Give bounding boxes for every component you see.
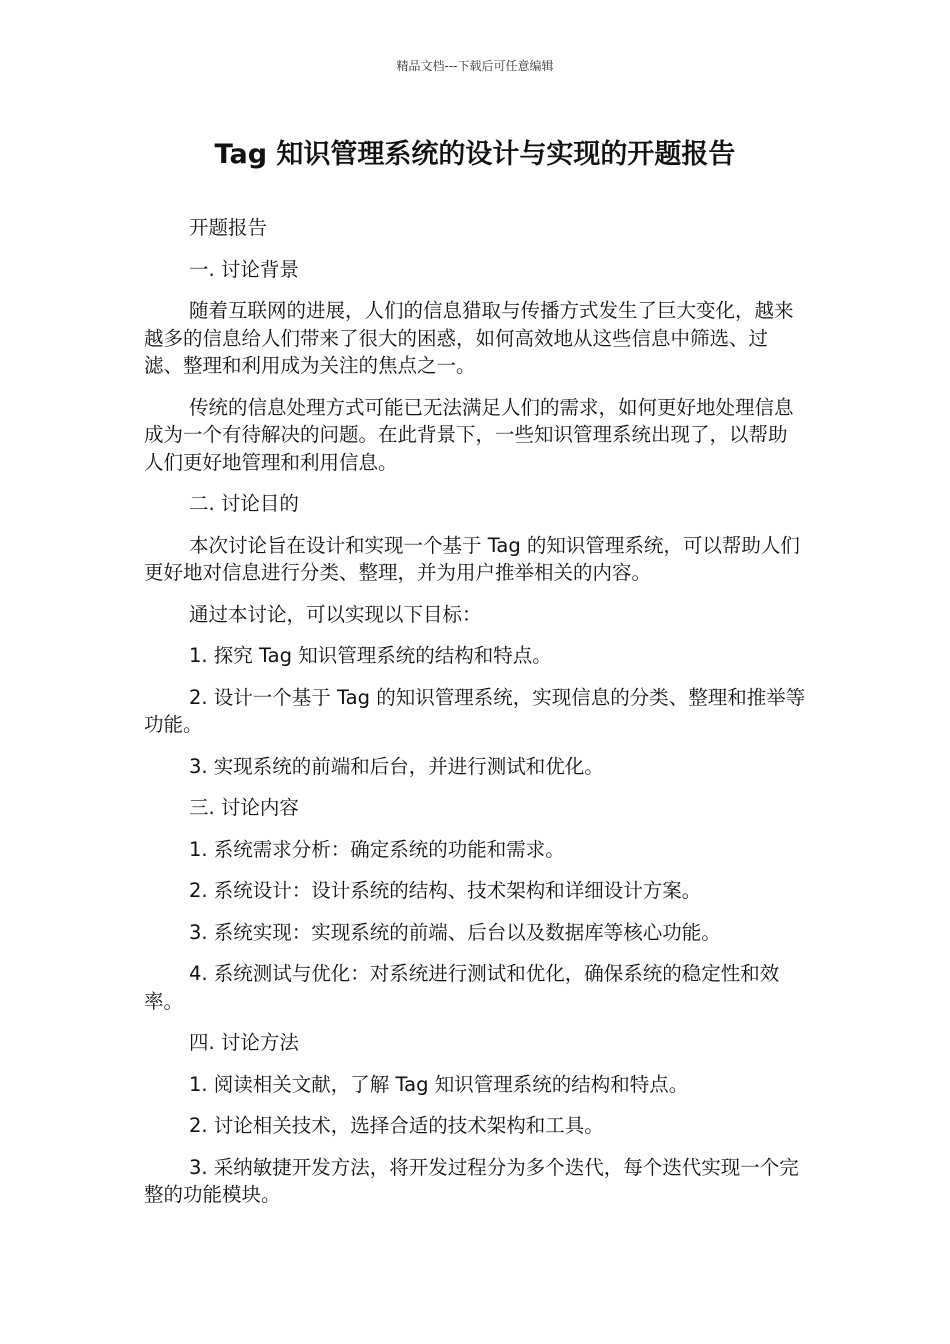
- list-item: 3. 实现系统的前端和后台，并进行测试和优化。: [189, 754, 604, 778]
- list-item: 1. 系统需求分析：确定系统的功能和需求。: [189, 837, 565, 861]
- section-heading-content: 三. 讨论内容: [189, 796, 299, 819]
- paragraph-report-label: 开题报告: [189, 216, 268, 239]
- document-body: [144, 214, 806, 1223]
- list-item: 2. 系统设计：设计系统的结构、技术架构和详细设计方案。: [189, 879, 702, 902]
- paragraph: 随着互联网的进展，人们的信息猎取与传播方式发生了巨大变化，越来越多的信息给人们带来了很大的困惑，如何高效地从这些信息中筛选、过滤、整理和利用成为关注的焦点之一。: [144, 299, 794, 377]
- list-item: 3. 采纳敏捷开发方法，将开发过程分为多个迭代，每个迭代实现一个完整的功能模块。: [144, 1155, 799, 1206]
- paragraph: 通过本讨论，可以实现以下目标：: [189, 602, 482, 626]
- list-item: 2. 设计一个基于 Tag 的知识管理系统，实现信息的分类、整理和推举等功能。: [144, 685, 806, 736]
- paragraph: 本次讨论旨在设计和实现一个基于 Tag 的知识管理系统，可以帮助人们更好地对信息进行分类、整理，并为用户推举相关的内容。: [144, 533, 800, 584]
- list-item: 4. 系统测试与优化：对系统进行测试和优化，确保系统的稳定性和效率。: [144, 962, 780, 1013]
- list-item: 1. 阅读相关文献，了解 Tag 知识管理系统的结构和特点。: [189, 1072, 689, 1096]
- list-item: 3. 系统实现：实现系统的前端、后台以及数据库等核心功能。: [189, 920, 721, 944]
- list-item: 2. 讨论相关技术，选择合适的技术架构和工具。: [189, 1114, 604, 1137]
- header-note: 精品文档---下载后可任意编辑: [396, 59, 554, 73]
- section-heading-background: 一. 讨论背景: [189, 257, 299, 281]
- section-heading-methods: 四. 讨论方法: [189, 1031, 299, 1054]
- list-item: 1. 探究 Tag 知识管理系统的结构和特点。: [189, 644, 552, 667]
- paragraph: 传统的信息处理方式可能已无法满足人们的需求，如何更好地处理信息成为一个有待解决的问题。在此背景下，一些知识管理系统出现了，以帮助人们更好地管理和利用信息。: [144, 395, 794, 474]
- section-heading-purpose: 二. 讨论目的: [189, 492, 299, 515]
- document-title: Tag 知识管理系统的设计与实现的开题报告: [214, 139, 736, 170]
